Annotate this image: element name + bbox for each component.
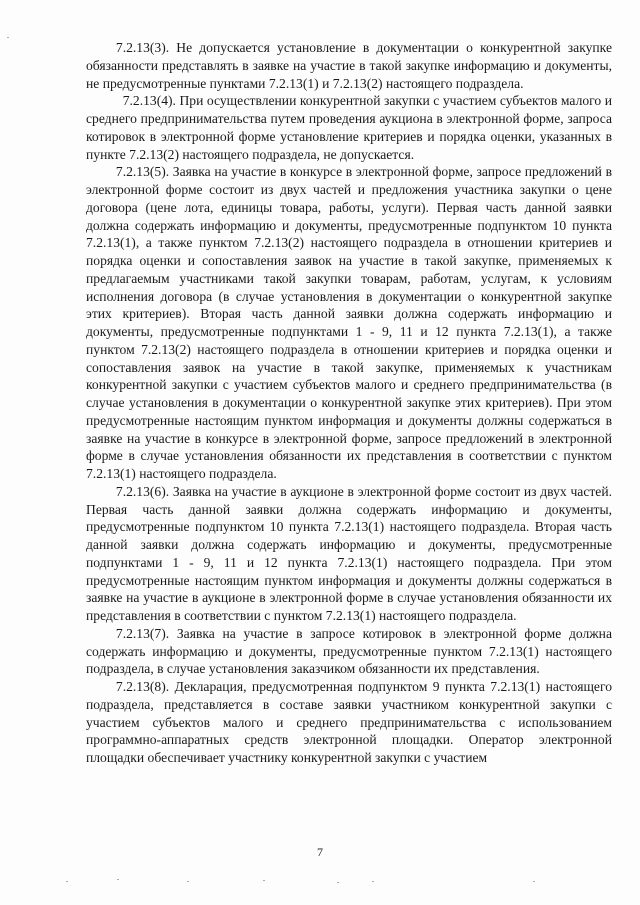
scan-speck [7,37,9,38]
paragraph-7-2-13-4: 7.2.13(4). При осуществлении конкурентной закупки с участием субъектов малого и среднего предпринимательства путем проведения аукциона в электронной форме, запроса котировок в электронной форме установление критериев и порядка оценки, указанных в пункте 7.2.13(2) настоящего подраздела, не допускается. [86,93,612,162]
scan-speck [66,881,68,882]
paragraph-7-2-13-5: 7.2.13(5). Заявка на участие в конкурсе в электронной форме, запросе предложений в электронной форме состоит из двух частей и предложения участника закупки о цене договора (цене лота, единицы товара, работы, услуги). Первая часть данной заявки должна содержать информацию и документы, предусмотренные подпунктом 10 пункта 7.2.13(1), а также пунктом 7.2.13(2) настоящего подраздела в отношении критериев и порядка оценки и сопоставления заявок на участие в такой закупке, применяемых к предлагаемым участниками такой закупки товарам, работам, услугам, к условиям исполнения договора (в случае установления в документации о конкурентной закупке этих критериев). Вторая часть данной заявки должна содержать информацию и документы, предусмотренные подпунктами 1 - 9, 11 и 12 пункта 7.2.13(1), а также пунктом 7.2.13(2) настоящего подраздела в отношении критериев и порядка оценки и сопоставления заявок на участие в такой закупке, применяемых к участникам конкурентной закупки с участием субъектов малого и среднего предпринимательства (в случае установления в документации о конкурентной закупке этих критериев). При этом предусмотренные настоящим пунктом информация и документы должны содержаться в заявке на участие в конкурсе в электронной форме, запросе предложений в электронной форме в случае установления обязанности их представления в соответствии с пунктом 7.2.13(1) настоящего подраздела. [86,164,612,481]
scan-speck [187,881,189,882]
paragraph-7-2-13-6: 7.2.13(6). Заявка на участие в аукционе в электронной форме состоит из двух частей. Первая часть данной заявки должна содержать информацию и документы, предусмотренные подпунктом 10 пункта 7.2.13(1) настоящего подраздела. Вторая часть данной заявки должна содержать информацию и документы, предусмотренные подпунктами 1 - 9, 11 и 12 пункта 7.2.13(1) настоящего подраздела. При этом предусмотренные настоящим пунктом информация и документы должны содержаться в заявке на участие в аукционе в электронной форме в случае установления обязанности их представления в соответствии с пунктом 7.2.13(1) настоящего подраздела. [86,483,612,623]
page-number: 7 [317,845,323,859]
scan-speck [263,880,265,881]
scan-speck [337,882,339,883]
paragraph-7-2-13-7: 7.2.13(7). Заявка на участие в запросе котировок в электронной форме должна содержать информацию и документы, предусмотренные пунктом 7.2.13(1) настоящего подраздела, в случае установления заказчиком обязанности их представления. [86,625,612,677]
scan-speck [372,881,374,882]
paragraph-7-2-13-3: 7.2.13(3). Не допускается установление в документации о конкурентной закупке обязанности представлять в заявке на участие в такой закупке информацию и документы, не предусмотренные пунктами 7.2.13(1) и 7.2.13(2) настоящего подраздела. [86,40,612,91]
paragraph-7-2-13-8: 7.2.13(8). Декларация, предусмотренная подпунктом 9 пункта 7.2.13(1) настоящего подраздела, представляется в составе заявки участником конкурентной закупки с участием субъектов малого и среднего предпринимательства с использованием программно-аппаратных средств электронной площадки. Оператор электронной площадки обеспечивает участнику конкурентной закупки с участием [86,679,612,765]
document-body [86,39,612,767]
scan-speck [533,881,535,882]
scan-speck [117,879,119,880]
